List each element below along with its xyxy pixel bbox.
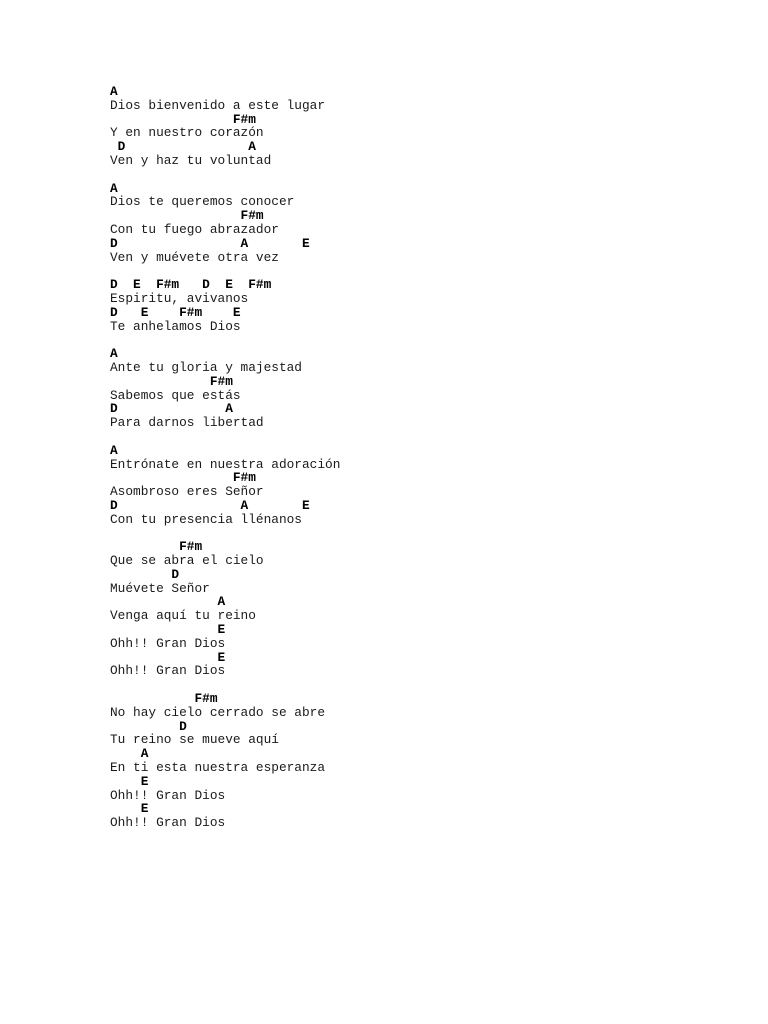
chord-line: A bbox=[110, 746, 149, 762]
lyric-line: Ohh!! Gran Dios bbox=[110, 787, 226, 803]
lyric-line: Te anhelamos Dios bbox=[110, 318, 241, 334]
chord-line: E bbox=[110, 773, 149, 789]
lyric-line: Muévete Señor bbox=[110, 580, 210, 596]
chord-line: D bbox=[110, 566, 180, 582]
chord-line: A bbox=[110, 442, 118, 458]
stanza bbox=[110, 692, 730, 830]
stanza bbox=[110, 347, 730, 430]
chord-line: F#m bbox=[110, 208, 264, 224]
chord-line: F#m bbox=[110, 691, 218, 707]
stanza bbox=[110, 444, 730, 527]
chord-line: F#m bbox=[110, 539, 203, 555]
lyric-line: Ohh!! Gran Dios bbox=[110, 815, 226, 831]
lyric-line: Con tu fuego abrazador bbox=[110, 221, 279, 237]
chord-line: D bbox=[110, 718, 187, 734]
chord-line: E bbox=[110, 649, 226, 665]
lyric-line: Ante tu gloria y majestad bbox=[110, 359, 302, 375]
lyric-line: Ohh!! Gran Dios bbox=[110, 663, 226, 679]
song-sheet bbox=[110, 85, 730, 844]
chord-line: D E F#m E bbox=[110, 304, 241, 320]
lyric-line: Y en nuestro corazón bbox=[110, 125, 264, 141]
lyric-line: En ti esta nuestra esperanza bbox=[110, 760, 326, 776]
lyric-line: Venga aquí tu reino bbox=[110, 608, 256, 624]
stanza bbox=[110, 278, 730, 333]
lyric-line: Con tu presencia llénanos bbox=[110, 511, 302, 527]
lyric-line: Ven y haz tu voluntad bbox=[110, 152, 272, 168]
chord-line: E bbox=[110, 801, 149, 817]
chord-line: E bbox=[110, 622, 226, 638]
chord-line: A bbox=[110, 84, 118, 99]
stanza bbox=[110, 540, 730, 678]
lyric-line: Para darnos libertad bbox=[110, 415, 264, 431]
chord-line: A bbox=[110, 346, 118, 362]
lyric-line: Dios te queremos conocer bbox=[110, 194, 295, 210]
lyric-line: Entrónate en nuestra adoración bbox=[110, 456, 341, 472]
lyric-line: Sabemos que estás bbox=[110, 387, 241, 403]
chord-line: D A E bbox=[110, 235, 310, 251]
stanza bbox=[110, 182, 730, 265]
chord-line: F#m bbox=[110, 111, 256, 127]
chord-line: A bbox=[110, 180, 118, 196]
lyric-line: Asombroso eres Señor bbox=[110, 484, 264, 500]
chord-line: A bbox=[110, 594, 226, 610]
lyric-line: Que se abra el cielo bbox=[110, 553, 264, 569]
lyric-line: Dios bienvenido a este lugar bbox=[110, 97, 326, 113]
lyric-line: No hay cielo cerrado se abre bbox=[110, 704, 326, 720]
chord-line: F#m bbox=[110, 470, 256, 486]
lyric-line: Ohh!! Gran Dios bbox=[110, 635, 226, 651]
chord-line: F#m bbox=[110, 373, 233, 389]
chord-line: D A bbox=[110, 139, 256, 155]
stanza bbox=[110, 85, 730, 168]
lyric-line: Ven y muévete otra vez bbox=[110, 249, 279, 265]
chord-line: D E F#m D E F#m bbox=[110, 277, 272, 293]
chord-line: D A E bbox=[110, 497, 310, 513]
chord-line: D A bbox=[110, 401, 233, 417]
lyric-line: Espiritu, avivanos bbox=[110, 290, 249, 306]
lyric-line: Tu reino se mueve aquí bbox=[110, 732, 279, 748]
